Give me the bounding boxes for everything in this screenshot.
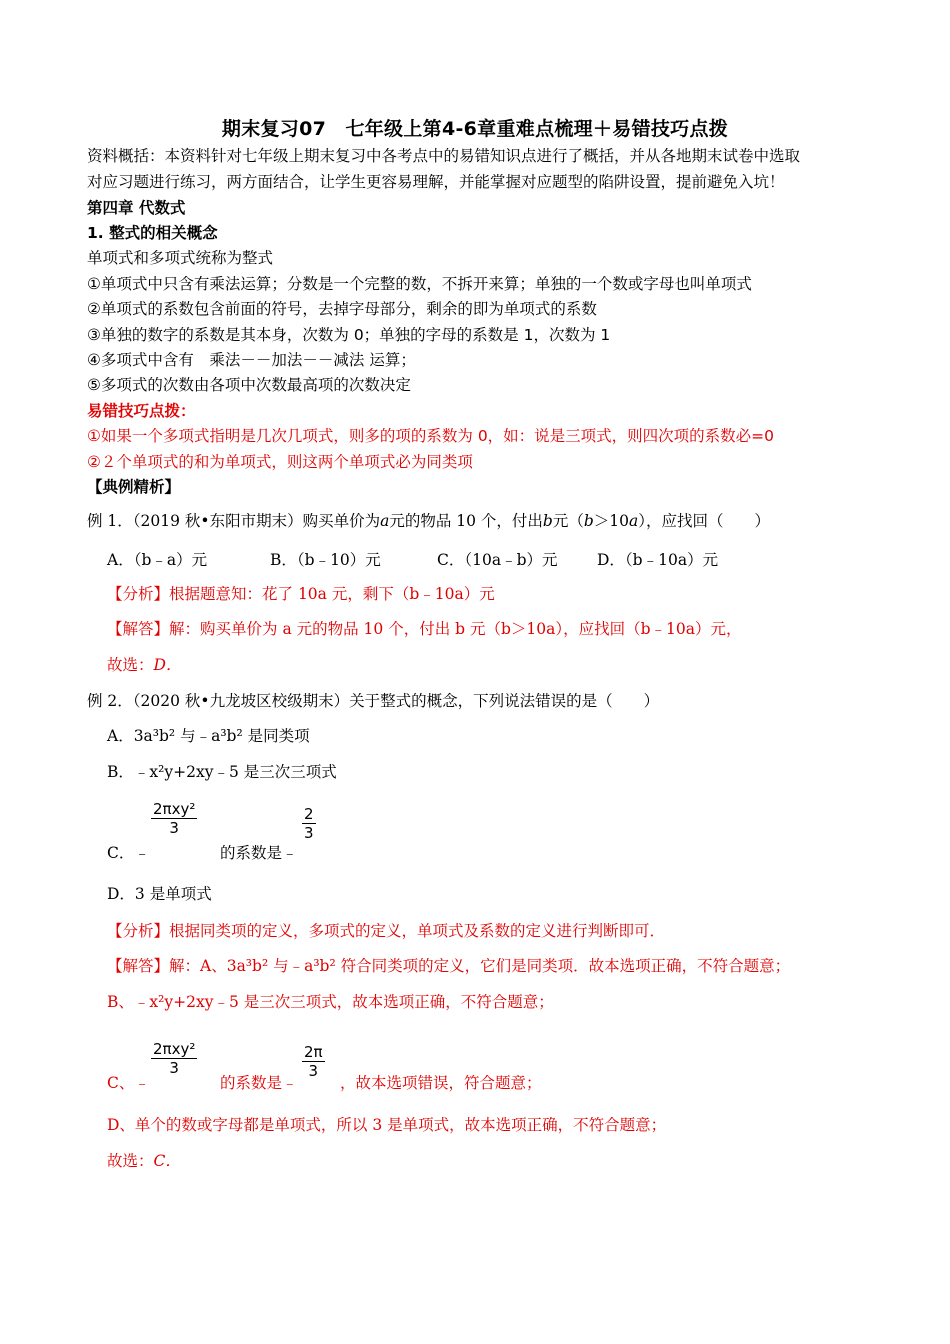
example-2-answer-b: B、﹣x²y+2xy﹣5 是三次三项式，故本选项正确，不符合题意； [107, 993, 554, 1011]
tip-item: ②２个单项式的和为单项式，则这两个单项式必为同类项 [87, 453, 473, 471]
summary-line-1: 资料概括：本资料针对七年级上期末复习中各考点中的易错知识点进行了概括，并从各地期末试卷中选取 [87, 147, 801, 165]
concept-line: ③单独的数字的系数是其本身，次数为 0；单独的字母的系数是 1，次数为 1 [87, 326, 611, 344]
concept-line: ⑤多项式的次数由各项中次数最高项的次数决定 [87, 376, 411, 394]
summary-line-2: 对应习题进行练习，两方面结合，让学生更容易理解，并能掌握对应题型的陷阱设置，提前避免入坑！ [87, 173, 785, 191]
example-2-analysis: 【分析】根据同类项的定义，多项式的定义，单项式及系数的定义进行判断即可． [107, 922, 666, 940]
example-2-option-c-text: 的系数是﹣ [220, 844, 298, 862]
answer-c-fraction [151, 1040, 197, 1077]
answer-c-coefficient [302, 1043, 325, 1080]
example-2-label: 例 2． [87, 692, 133, 710]
example-2-option-b: B．﹣x²y+2xy﹣5 是三次三项式 [107, 763, 337, 781]
example-1-label: 例 1． [87, 512, 133, 530]
example-1-option-d: D．（b﹣10a）元 [597, 551, 719, 569]
fraction-numerator: 2πxy² [153, 800, 196, 818]
chapter-heading: 第四章 代数式 [87, 199, 186, 217]
analysis-tag: 【分析】 [107, 585, 170, 603]
fraction-denominator: 3 [308, 1062, 319, 1080]
example-2-stem: 例 2．（2020 秋•九龙坡区校级期末）关于整式的概念，下列说法错误的是（ ） [87, 692, 660, 710]
example-1-option-c: C．（10a﹣b）元 [437, 551, 558, 569]
concept-line: 单项式和多项式统称为整式 [87, 249, 274, 267]
concept-line: ①单项式中只含有乘法运算；分数是一个完整的数，不拆开来算；单独的一个数或字母也叫单项式 [87, 275, 752, 293]
concept-line: ④多项式中含有 乘法－－加法－－减法 运算； [87, 351, 416, 369]
option-c-fraction [151, 800, 197, 837]
example-2-choice: 故选：C． [107, 1152, 181, 1170]
example-1-analysis: 【分析】根据题意知：花了 10a 元，剩下（b﹣10a）元 [107, 585, 495, 603]
fraction-numerator: 2πxy² [153, 1040, 196, 1058]
fraction-denominator: 3 [169, 1059, 179, 1077]
fraction-denominator: 3 [304, 824, 314, 842]
example-2-answer-c-label: C、﹣ [107, 1074, 150, 1092]
tip-item: ①如果一个多项式指明是几次几项式，则多的项的系数为 0，如：说是三项式，则四次项的系数必=0 [87, 427, 775, 445]
example-2-answer-d: D、单个的数或字母都是单项式，所以 3 是单项式，故本选项正确，不符合题意； [107, 1116, 667, 1134]
examples-heading: 【典例精析】 [87, 478, 181, 496]
concept-line: ②单项式的系数包含前面的符号，去掉字母部分，剩余的即为单项式的系数 [87, 300, 597, 318]
fraction-numerator: 2 [304, 805, 314, 823]
tips-heading: 易错技巧点拨： [87, 402, 196, 420]
example-2-answer-c-tail: ，故本选项错误，符合题意； [340, 1074, 542, 1092]
option-c-coefficient [302, 805, 316, 842]
fraction-numerator: 2π [304, 1043, 323, 1061]
example-2-answer-a: 【解答】解：A、3a³b² 与﹣a³b² 符合同类项的定义，它们是同类项．故本选项正确，不符合题意； [107, 957, 791, 975]
example-1-choice: 故选：D． [107, 656, 182, 674]
example-1-option-a: A．（b﹣a）元 [107, 551, 208, 569]
page-title: 期末复习07 七年级上第4-6章重难点梳理＋易错技巧点拨 [221, 118, 729, 140]
example-1-stem: 例 1．（2019 秋•东阳市期末）购买单价为a元的物品 10 个，付出b元（b＞10a），应找回（ ） [87, 512, 771, 530]
example-2-option-c-label: C．﹣ [107, 844, 150, 862]
example-2-option-d: D．3 是单项式 [107, 885, 212, 903]
analysis-tag: 【分析】 [107, 922, 170, 940]
fraction-denominator: 3 [169, 819, 179, 837]
section-heading: 1. 整式的相关概念 [87, 224, 218, 242]
example-2-answer-c-text: 的系数是﹣ [220, 1074, 298, 1092]
answer-tag: 【解答】 [107, 620, 170, 638]
example-2-option-a: A．3a³b² 与﹣a³b² 是同类项 [107, 727, 310, 745]
example-1-answer: 【解答】解：购买单价为 a 元的物品 10 个，付出 b 元（b＞10a），应找回（b﹣10a）元， [107, 620, 742, 638]
example-1-option-b: B．（b﹣10）元 [270, 551, 381, 569]
answer-tag: 【解答】 [107, 957, 170, 975]
